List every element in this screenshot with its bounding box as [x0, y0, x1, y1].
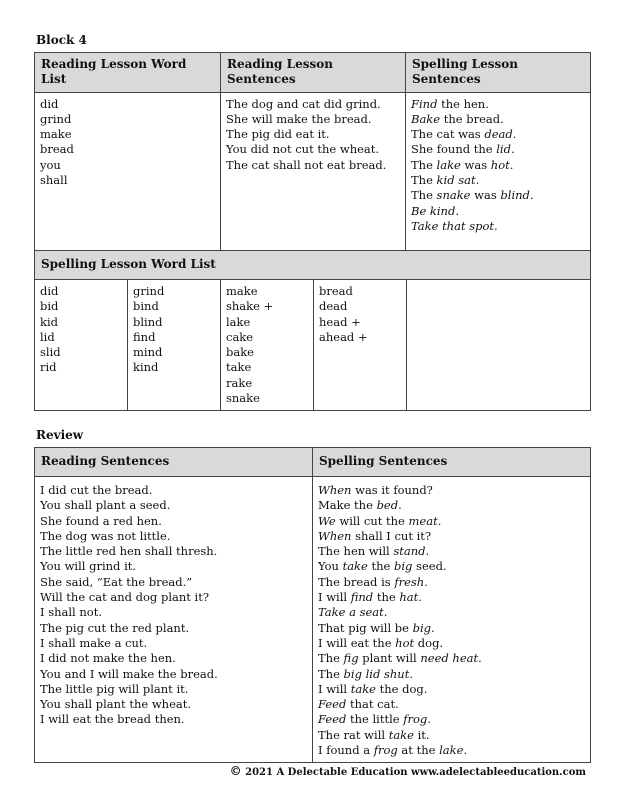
spelling-sentence: [411, 158, 585, 173]
spelling-word: kid: [40, 314, 59, 329]
spelling-word: take: [226, 360, 252, 375]
review-spelling-sentence: [318, 498, 585, 513]
sentence-text: was: [460, 157, 491, 172]
sentence-text: .: [437, 513, 442, 528]
emphasized-word: big: [412, 620, 432, 635]
spelling-word: dead: [319, 299, 348, 314]
reading-sentence: The dog and cat did grind.: [226, 96, 381, 111]
word-list-item: you: [40, 157, 61, 172]
spelling-word-column: [314, 280, 407, 411]
reading-sentence: The cat shall not eat bread.: [226, 157, 387, 172]
emphasized-word: When: [318, 528, 352, 543]
sentence-text: .: [425, 544, 430, 559]
emphasized-word: fresh: [394, 574, 425, 589]
review-reading-sentence: I shall not.: [40, 605, 102, 620]
review-spelling-sentence: [318, 636, 585, 651]
word-list-item: grind: [40, 111, 72, 126]
footer-text: 2021 A Delectable Education www.adelectableeducation.com: [245, 767, 586, 778]
emphasized-word: hot: [490, 157, 510, 172]
sentence-text: .: [529, 188, 534, 203]
emphasized-word: When: [318, 483, 352, 497]
review-reading-sentence: I did cut the bread.: [40, 483, 153, 497]
emphasized-word: Feed: [318, 712, 347, 727]
sentence-text: that cat.: [346, 697, 399, 712]
emphasized-word: need heat: [420, 651, 479, 666]
sentence-text: You: [318, 559, 343, 574]
review-spelling-list: [318, 483, 585, 758]
sentence-text: .: [424, 574, 428, 589]
emphasized-word: meat: [408, 513, 438, 528]
sentence-text: will cut the: [335, 513, 409, 528]
review-spelling-sentence: [318, 621, 585, 636]
spelling-word: make: [226, 284, 258, 298]
word-list-item: did: [40, 96, 59, 111]
spelling-word: bind: [133, 299, 159, 314]
word-list-item: make: [40, 127, 72, 142]
sentence-text: She found the: [411, 142, 497, 157]
sentence-text: The cat was: [411, 127, 485, 142]
spelling-sentence: [411, 112, 585, 127]
emphasized-word: big: [394, 559, 413, 574]
spelling-word-column: [221, 280, 314, 411]
review-spelling-sentence: [318, 697, 585, 712]
spelling-word: blind: [133, 314, 163, 329]
sentence-text: .: [512, 127, 517, 142]
word-list-item: shall: [40, 173, 68, 188]
header-review-reading: Reading Sentences: [35, 448, 313, 477]
review-title: Review: [36, 428, 84, 442]
review-reading-sentence: I will eat the bread then.: [40, 712, 185, 727]
sentence-text: the hen.: [437, 96, 489, 111]
sentence-text: The: [411, 173, 437, 188]
sentence-text: .: [398, 498, 402, 513]
emphasized-word: Bake: [411, 111, 441, 126]
spelling-word: bread: [319, 284, 353, 298]
spelling-sentences-cell: [406, 92, 591, 250]
spelling-word: cake: [226, 329, 254, 344]
sentence-text: the bread.: [440, 111, 504, 126]
emphasized-word: bed: [376, 498, 399, 513]
review-reading-sentence: The dog was not little.: [40, 528, 171, 543]
sentence-text: the little: [346, 712, 404, 727]
review-reading-sentence: She said, “Eat the bread.”: [40, 574, 193, 589]
spelling-word: ahead +: [319, 329, 368, 344]
sentence-text: .: [475, 173, 480, 188]
sentence-text: The: [411, 188, 437, 203]
emphasized-word: Feed: [318, 697, 347, 712]
emphasized-word: hat: [399, 590, 419, 605]
sentence-text: The: [318, 666, 344, 681]
reading-word-list: [40, 97, 215, 189]
sentence-text: I found a: [318, 743, 374, 758]
spelling-word: did: [40, 284, 59, 298]
spelling-word-table: [34, 250, 591, 411]
spelling-word: kind: [133, 360, 159, 375]
spelling-word: shake +: [226, 299, 274, 314]
review-spelling-sentence: [318, 544, 585, 559]
sentence-text: .: [509, 157, 514, 172]
sentence-text: .: [383, 605, 388, 620]
emphasized-word: big lid shut: [343, 666, 410, 681]
spelling-word-column: [128, 280, 221, 411]
review-spelling-cell: [313, 477, 591, 763]
header-reading-word-list: Reading Lesson Word List: [35, 53, 221, 93]
reading-sentence: You did not cut the wheat.: [226, 142, 380, 157]
emphasized-word: take: [342, 559, 368, 574]
sentence-text: That pig will be: [318, 620, 413, 635]
spelling-word: grind: [133, 284, 165, 298]
spelling-word: lid: [40, 329, 55, 344]
spelling-word: bid: [40, 299, 59, 314]
spelling-word: slid: [40, 345, 61, 360]
footer: [230, 764, 586, 778]
spelling-word: head +: [319, 314, 361, 329]
sentence-text: was it found?: [351, 483, 433, 497]
emphasized-word: lid: [496, 142, 511, 157]
sentence-text: The: [318, 651, 344, 666]
review-reading-sentence: Will the cat and dog plant it?: [40, 590, 209, 605]
sentence-text: I will eat the: [318, 635, 396, 650]
review-reading-sentence: The little pig will plant it.: [40, 681, 189, 696]
spelling-word-row: [35, 280, 591, 411]
review-spelling-sentence: [318, 728, 585, 743]
header-spelling-sentences: Spelling Lesson Sentences: [406, 53, 591, 93]
copyright-icon: ©: [229, 764, 242, 778]
emphasized-word: frog: [403, 712, 428, 727]
spelling-sentences-list: [411, 97, 585, 235]
reading-sentence: The pig did eat it.: [226, 127, 330, 142]
review-reading-sentence: The pig cut the red plant.: [40, 620, 190, 635]
review-spelling-sentence: [318, 575, 585, 590]
sentence-text: The rat will: [318, 727, 389, 742]
sentence-text: .: [427, 712, 431, 727]
spelling-sentence: [411, 97, 585, 112]
spelling-word: rid: [40, 360, 57, 375]
review-reading-list: [40, 483, 307, 728]
review-reading-sentence: The little red hen shall thresh.: [40, 544, 218, 559]
sentence-text: .: [463, 743, 468, 758]
review-spelling-sentence: [318, 682, 585, 697]
emphasized-word: find: [350, 590, 374, 605]
reading-sentence: She will make the bread.: [226, 111, 372, 126]
reading-sentences-cell: [221, 92, 406, 250]
emphasized-word: Take that spot: [411, 218, 495, 233]
spelling-word: snake: [226, 391, 260, 406]
spelling-sentence: [411, 142, 585, 157]
sentence-text: I will: [318, 681, 351, 696]
spelling-word: lake: [226, 314, 251, 329]
lesson-table: [34, 52, 591, 251]
review-spelling-sentence: [318, 483, 585, 498]
sentence-text: .: [418, 590, 422, 605]
review-reading-sentence: You and I will make the bread.: [40, 666, 218, 681]
review-spelling-sentence: [318, 667, 585, 682]
spelling-word: find: [133, 329, 156, 344]
spelling-word: mind: [133, 345, 163, 360]
sentence-text: Make the: [318, 498, 377, 513]
spelling-sentence: [411, 188, 585, 203]
emphasized-word: Take a seat: [318, 605, 384, 620]
spelling-word: rake: [226, 375, 253, 390]
block-title: Block 4: [36, 33, 87, 47]
review-spelling-sentence: [318, 605, 585, 620]
review-spelling-sentence: [318, 743, 585, 758]
emphasized-word: lake: [436, 157, 461, 172]
sentence-text: .: [494, 218, 498, 233]
sentence-text: The bread is: [318, 574, 395, 589]
spelling-sentence: [411, 127, 585, 142]
sentence-text: .: [409, 666, 413, 681]
review-reading-sentence: She found a red hen.: [40, 513, 162, 528]
header-spelling-word-list: Spelling Lesson Word List: [35, 251, 591, 280]
sentence-text: the dog.: [376, 681, 428, 696]
sentence-text: .: [431, 620, 435, 635]
spelling-word-column: [35, 280, 128, 411]
sentence-text: the: [373, 590, 400, 605]
emphasized-word: stand: [393, 544, 426, 559]
sentence-text: dog.: [414, 635, 444, 650]
review-reading-sentence: I shall make a cut.: [40, 635, 148, 650]
reading-sentences-list: [226, 97, 400, 173]
reading-word-list-cell: [35, 92, 221, 250]
word-list-item: bread: [40, 142, 74, 157]
sentence-text: plant will: [358, 651, 421, 666]
header-reading-sentences: Reading Lesson Sentences: [221, 53, 406, 93]
sentence-text: The hen will: [318, 544, 394, 559]
emphasized-word: Be kind: [411, 203, 456, 218]
emphasized-word: We: [318, 513, 336, 528]
review-spelling-sentence: [318, 559, 585, 574]
spelling-sentence: [411, 219, 585, 234]
review-spelling-sentence: [318, 712, 585, 727]
header-review-spelling: Spelling Sentences: [313, 448, 591, 477]
emphasized-word: take: [388, 727, 414, 742]
sentence-text: The: [411, 157, 437, 172]
emphasized-word: dead: [484, 127, 513, 142]
spelling-word: bake: [226, 345, 254, 360]
emphasized-word: kid sat: [436, 173, 476, 188]
sentence-text: I will: [318, 590, 351, 605]
spelling-sentence: [411, 204, 585, 219]
review-reading-cell: [35, 477, 313, 763]
spelling-sentence: [411, 173, 585, 188]
sentence-text: was: [470, 188, 501, 203]
review-reading-sentence: You shall plant the wheat.: [40, 697, 192, 712]
review-spelling-sentence: [318, 651, 585, 666]
sentence-text: seed.: [412, 559, 447, 574]
sentence-text: it.: [413, 727, 430, 742]
review-spelling-sentence: [318, 590, 585, 605]
review-reading-sentence: I did not make the hen.: [40, 651, 176, 666]
review-reading-sentence: You will grind it.: [40, 559, 137, 574]
sentence-text: at the: [397, 743, 440, 758]
emphasized-word: hot: [395, 635, 415, 650]
emphasized-word: Find: [411, 96, 438, 111]
review-spelling-sentence: [318, 514, 585, 529]
sentence-text: shall I cut it?: [351, 528, 432, 543]
emphasized-word: take: [350, 681, 376, 696]
sentence-text: the: [367, 559, 394, 574]
review-table: [34, 447, 591, 763]
emphasized-word: snake: [436, 188, 471, 203]
emphasized-word: fig: [343, 651, 359, 666]
spelling-word-column: [407, 280, 591, 411]
review-spelling-sentence: [318, 529, 585, 544]
review-reading-sentence: You shall plant a seed.: [40, 498, 171, 513]
emphasized-word: blind: [500, 188, 530, 203]
emphasized-word: frog: [373, 743, 398, 758]
emphasized-word: lake: [439, 743, 464, 758]
sentence-text: .: [478, 651, 482, 666]
sentence-text: .: [455, 203, 459, 218]
sentence-text: .: [510, 142, 515, 157]
